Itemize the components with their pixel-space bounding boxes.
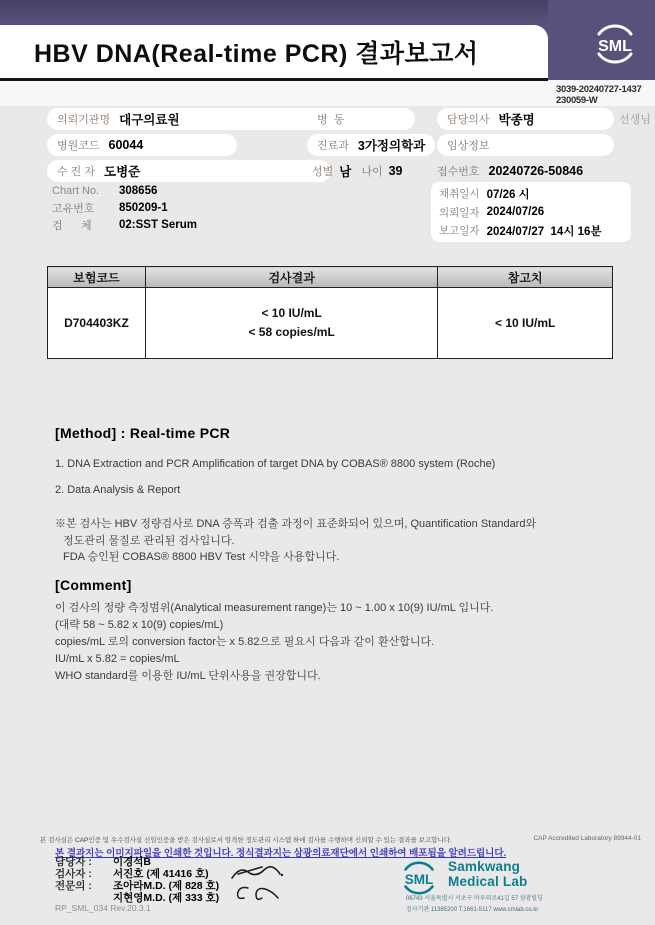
header-insurance-code: 보험코드 [48, 267, 146, 288]
hospital-code-label: 병원코드 [57, 140, 100, 152]
staff-block [55, 856, 219, 904]
staff-role: 검사자 : [55, 868, 92, 880]
field-chart-no [52, 183, 157, 199]
comment-line-5: WHO standard를 이용한 IU/mL 단위사용을 권장합니다. [55, 670, 321, 682]
doctor-value: 박종명 [498, 113, 535, 127]
organization-value: 대구의료원 [119, 113, 180, 127]
field-requested [439, 204, 623, 221]
method-line-2: 2. Data Analysis & Report [55, 484, 181, 496]
comment-line-4: IU/mL x 5.82 = copies/mL [55, 653, 180, 665]
sex-value: 남 [339, 165, 352, 179]
cap-accreditation-number: CAP Accredited Laboratory 89944-01 [533, 835, 641, 842]
reported-label: 보고일자 [439, 225, 480, 237]
header-test-result: 검사결과 [145, 267, 437, 288]
result-table-row [48, 288, 613, 359]
field-collected [439, 185, 623, 202]
receipt-number-label: 접수번호 [437, 166, 480, 178]
department-value: 3가정의학과 [357, 139, 426, 153]
field-receipt-number [437, 160, 583, 182]
report-title-box [0, 25, 548, 81]
field-sex-age [312, 160, 403, 182]
staff-role: 전문의 : [55, 880, 92, 892]
lab-address: 06743 서울특별시 서초구 바우뫼로41길 57 삼광빌딩 [406, 896, 543, 902]
method-section [55, 425, 620, 566]
chart-no-value: 308656 [119, 185, 158, 197]
method-note-3: FDA 승인된 COBAS® 8800 HBV Test 시약을 사용합니다. [63, 551, 340, 563]
comment-line-3: copies/mL 로의 conversion factor는 x 5.82으로 필요시 다음과 같이 환산합니다. [55, 636, 435, 648]
staff-name: 지현영M.D. (제 333 호) [113, 892, 220, 904]
ward-label: 병 동 [317, 114, 345, 126]
cell-insurance-code: D704403KZ [48, 288, 146, 359]
sml-logo-icon [589, 18, 641, 75]
collected-value: 07/26 시 [486, 188, 530, 201]
receipt-number-value: 20240726-50846 [488, 164, 584, 178]
sex-label: 성별 [312, 166, 334, 178]
staff-name: 이경석B [113, 856, 152, 868]
report-title: HBV DNA(Real-time PCR) 결과보고서 [34, 39, 479, 68]
signature-2 [232, 884, 284, 911]
field-organization [47, 108, 331, 130]
patient-label: 수 진 자 [57, 166, 95, 178]
staff-name: 조아라M.D. (제 828 호) [113, 880, 220, 892]
chart-no-label: Chart No. [52, 185, 100, 197]
document-numbers [556, 84, 641, 106]
uid-value: 850209-1 [119, 202, 168, 214]
hospital-code-value: 60044 [108, 138, 144, 152]
method-line-1: 1. DNA Extraction and PCR Amplification of target DNA by COBAS® 8800 system (Roche) [55, 458, 496, 470]
uid-label: 고유번호 [52, 203, 95, 215]
clinical-info-label: 임상정보 [447, 140, 490, 152]
header-reference: 참고치 [438, 267, 613, 288]
patient-value: 도병준 [104, 165, 141, 179]
document-number-1: 3039-20240727-1437 [556, 84, 642, 95]
cell-reference: < 10 IU/mL [438, 288, 613, 359]
field-clinical-info [437, 134, 614, 156]
result-line-1: < 10 IU/mL [261, 306, 322, 320]
cell-test-result [145, 288, 437, 359]
method-title: [Method] : Real-time PCR [55, 425, 231, 441]
department-label: 진료과 [317, 140, 349, 152]
staff-row [55, 892, 219, 903]
field-uid [52, 200, 168, 216]
lab-contact: 검사기관 11385200 T.1661-5117 www.smlab.co.kr [406, 907, 539, 913]
comment-section [55, 577, 620, 685]
footer-lab-name [448, 859, 527, 889]
doctor-label: 담당의사 [447, 114, 490, 126]
field-doctor [437, 108, 614, 130]
staff-role: 담당자 : [55, 856, 92, 868]
cap-accreditation-line: 본 검사실은 CAP인증 및 우수검사실 신임인증을 받은 검사실로서 엄격한 정도관리 시스템 하에 검사를 수행하며 신뢰할 수 있는 결과를 보고합니다. [40, 837, 452, 844]
organization-label: 의뢰기관명 [57, 114, 111, 126]
reported-value: 2024/07/27 14시 16분 [486, 225, 602, 238]
doctor-suffix-wrap [619, 108, 651, 130]
result-line-2: < 58 copies/mL [248, 325, 335, 339]
print-notice: 본 결과지는 이미지파일을 인쇄한 것입니다. 정식결과지는 삼광의료재단에서 인쇄하여 배포됨을 알려드립니다. [55, 848, 507, 859]
field-reported [439, 222, 623, 239]
doctor-suffix: 선생님 [619, 114, 651, 126]
result-table [47, 266, 613, 359]
field-patient [47, 160, 334, 182]
method-note-1: ※본 검사는 HBV 정량검사로 DNA 증폭과 검출 과정이 표준화되어 있으며, Quantification Standard와 [55, 518, 537, 530]
lab-name-line-2: Medical Lab [448, 874, 528, 889]
field-specimen [52, 217, 197, 233]
comment-line-1: 이 검사의 정량 측정범위(Analytical measurement range)는 10 ~ 1.00 x 10(9) IU/mL 입니다. [55, 602, 494, 614]
staff-name: 서진호 (제 41416 호) [113, 868, 209, 880]
lab-name-line-1: Samkwang [448, 859, 521, 874]
comment-title: [Comment] [55, 577, 132, 593]
age-label: 나이 [361, 166, 383, 178]
specimen-label: 검 체 [52, 220, 92, 232]
collected-label: 채취일시 [439, 188, 480, 200]
age-value: 39 [388, 164, 403, 178]
field-hospital-code [47, 134, 237, 156]
date-box [431, 182, 631, 242]
comment-line-2: (대략 58 ~ 5.82 x 10(9) copies/mL) [55, 619, 224, 631]
sml-footer-logo-text: SML [404, 871, 434, 887]
method-note-2: 정도관리 물질로 관리된 검사입니다. [63, 534, 235, 547]
field-ward [307, 108, 415, 130]
result-table-header-row [48, 267, 613, 288]
requested-label: 의뢰일자 [439, 206, 480, 219]
document-number-2: 230059-W [556, 95, 598, 106]
requested-value: 2024/07/26 [486, 206, 545, 218]
specimen-value: 02:SST Serum [119, 219, 197, 231]
sml-logo-text: SML [598, 38, 632, 55]
field-department [307, 134, 435, 156]
form-code: RP_SML_034 Rev.20.3.1 [55, 903, 151, 913]
